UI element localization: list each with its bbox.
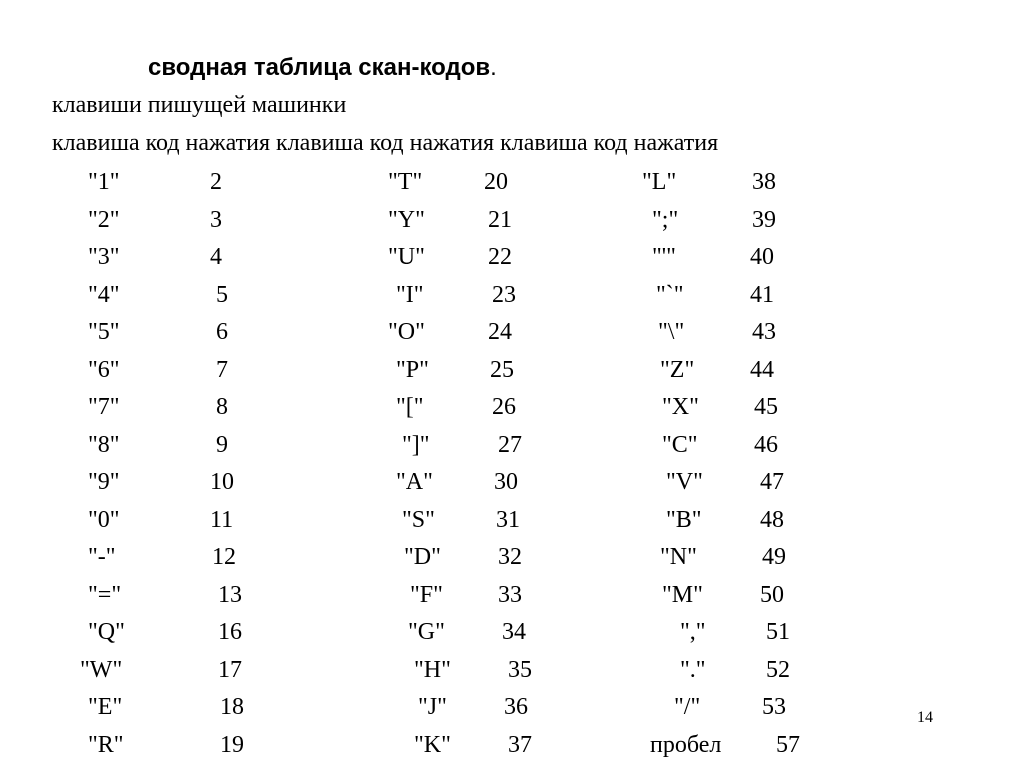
key-label: "-" bbox=[88, 544, 116, 570]
key-label: "Q" bbox=[88, 619, 125, 645]
scan-code-value: 44 bbox=[750, 356, 774, 383]
scan-code-value: 12 bbox=[212, 544, 236, 570]
scan-code-value: 25 bbox=[490, 356, 514, 383]
scan-code-value: 21 bbox=[488, 206, 512, 233]
key-label: "8" bbox=[88, 431, 120, 458]
key-label: "O" bbox=[388, 319, 425, 345]
scan-code-value: 3 bbox=[210, 206, 222, 233]
key-label: "." bbox=[680, 656, 706, 683]
key-label: "5" bbox=[88, 319, 120, 345]
key-label: "D" bbox=[404, 544, 441, 570]
scan-code-value: 24 bbox=[488, 319, 512, 345]
scan-code-value: 39 bbox=[752, 206, 776, 233]
page-number: 14 bbox=[917, 709, 933, 726]
key-label: "I" bbox=[396, 281, 424, 308]
scan-code-value: 43 bbox=[752, 319, 776, 345]
key-label: "N" bbox=[660, 544, 697, 570]
slide-subtitle: клавиши пишущей машинки bbox=[52, 92, 347, 118]
key-label: "E" bbox=[88, 694, 123, 720]
scan-code-value: 30 bbox=[494, 469, 518, 495]
key-label: "F" bbox=[410, 581, 443, 608]
scan-code-value: 20 bbox=[484, 169, 508, 195]
key-label: "3" bbox=[88, 244, 120, 270]
key-label: "0" bbox=[88, 506, 120, 533]
scan-code-value: 46 bbox=[754, 431, 778, 458]
scan-code-value: 31 bbox=[496, 506, 520, 533]
scan-code-value: 33 bbox=[498, 581, 522, 608]
key-label: "9" bbox=[88, 469, 120, 495]
scan-code-value: 22 bbox=[488, 244, 512, 270]
key-label: "]" bbox=[402, 431, 430, 458]
key-label: "X" bbox=[662, 394, 699, 420]
scan-code-value: 38 bbox=[752, 169, 776, 195]
scan-code-value: 45 bbox=[754, 394, 778, 420]
scan-code-value: 19 bbox=[220, 731, 244, 758]
key-label: "U" bbox=[388, 244, 425, 270]
scan-code-value: 51 bbox=[766, 619, 790, 645]
scan-code-value: 34 bbox=[502, 619, 526, 645]
scan-code-value: 9 bbox=[216, 431, 228, 458]
scan-code-value: 7 bbox=[216, 356, 228, 383]
key-label: "1" bbox=[88, 169, 120, 195]
key-label: "K" bbox=[414, 731, 451, 758]
scan-code-value: 10 bbox=[210, 469, 234, 495]
key-label: "'" bbox=[652, 244, 676, 270]
key-label: "`" bbox=[656, 281, 684, 308]
key-label: "/" bbox=[674, 694, 701, 720]
key-label: "B" bbox=[666, 506, 702, 533]
scan-code-value: 23 bbox=[492, 281, 516, 308]
key-label: "Z" bbox=[660, 356, 695, 383]
key-label: "T" bbox=[388, 169, 423, 195]
scan-code-value: 40 bbox=[750, 244, 774, 270]
key-label: "," bbox=[680, 619, 706, 645]
scan-code-value: 18 bbox=[220, 694, 244, 720]
table-header: клавиша код нажатия клавиша код нажатия клавиша код нажатия bbox=[52, 130, 719, 156]
scan-code-value: 50 bbox=[760, 581, 784, 608]
key-label: "2" bbox=[88, 206, 120, 233]
scan-code-value: 57 bbox=[776, 731, 800, 758]
scan-code-value: 36 bbox=[504, 694, 528, 720]
key-label: "R" bbox=[88, 731, 124, 758]
scan-code-value: 4 bbox=[210, 244, 222, 270]
slide-title-text: сводная таблица скан-кодов bbox=[148, 54, 491, 81]
scan-code-value: 17 bbox=[218, 656, 242, 683]
scan-code-value: 49 bbox=[762, 544, 786, 570]
scan-code-value: 6 bbox=[216, 319, 228, 345]
scan-code-value: 8 bbox=[216, 394, 228, 420]
scan-code-value: 32 bbox=[498, 544, 522, 570]
scan-code-value: 53 bbox=[762, 694, 786, 720]
key-label: "S" bbox=[402, 506, 435, 533]
key-label: "H" bbox=[414, 656, 451, 683]
scan-code-value: 26 bbox=[492, 394, 516, 420]
scan-code-value: 47 bbox=[760, 469, 784, 495]
scan-code-value: 41 bbox=[750, 281, 774, 308]
key-label: "M" bbox=[662, 581, 703, 608]
key-label: "6" bbox=[88, 356, 120, 383]
slide-title bbox=[148, 52, 497, 84]
scan-code-value: 5 bbox=[216, 281, 228, 308]
scan-code-value: 52 bbox=[766, 656, 790, 683]
key-label: ";" bbox=[652, 206, 679, 233]
scan-code-value: 13 bbox=[218, 581, 242, 608]
scan-code-value: 27 bbox=[498, 431, 522, 458]
scan-code-value: 48 bbox=[760, 506, 784, 533]
key-label: "C" bbox=[662, 431, 698, 458]
key-label: "\" bbox=[658, 319, 685, 345]
key-label: "4" bbox=[88, 281, 120, 308]
slide-title-period: . bbox=[490, 54, 497, 81]
key-label: "L" bbox=[642, 169, 677, 195]
key-label: "A" bbox=[396, 469, 433, 495]
key-label: "W" bbox=[80, 656, 123, 683]
key-label: "Y" bbox=[388, 206, 425, 233]
key-label: "J" bbox=[418, 694, 447, 720]
key-label: "G" bbox=[408, 619, 445, 645]
scan-code-value: 35 bbox=[508, 656, 532, 683]
scan-code-value: 37 bbox=[508, 731, 532, 758]
scan-code-value: 2 bbox=[210, 169, 222, 195]
key-label: "=" bbox=[88, 581, 122, 608]
key-label: "7" bbox=[88, 394, 120, 420]
key-label: "P" bbox=[396, 356, 429, 383]
scan-code-value: 11 bbox=[210, 506, 234, 533]
key-label: пробел bbox=[650, 731, 722, 758]
key-label: "V" bbox=[666, 469, 703, 495]
key-label: "[" bbox=[396, 394, 424, 420]
scan-code-value: 16 bbox=[218, 619, 242, 645]
